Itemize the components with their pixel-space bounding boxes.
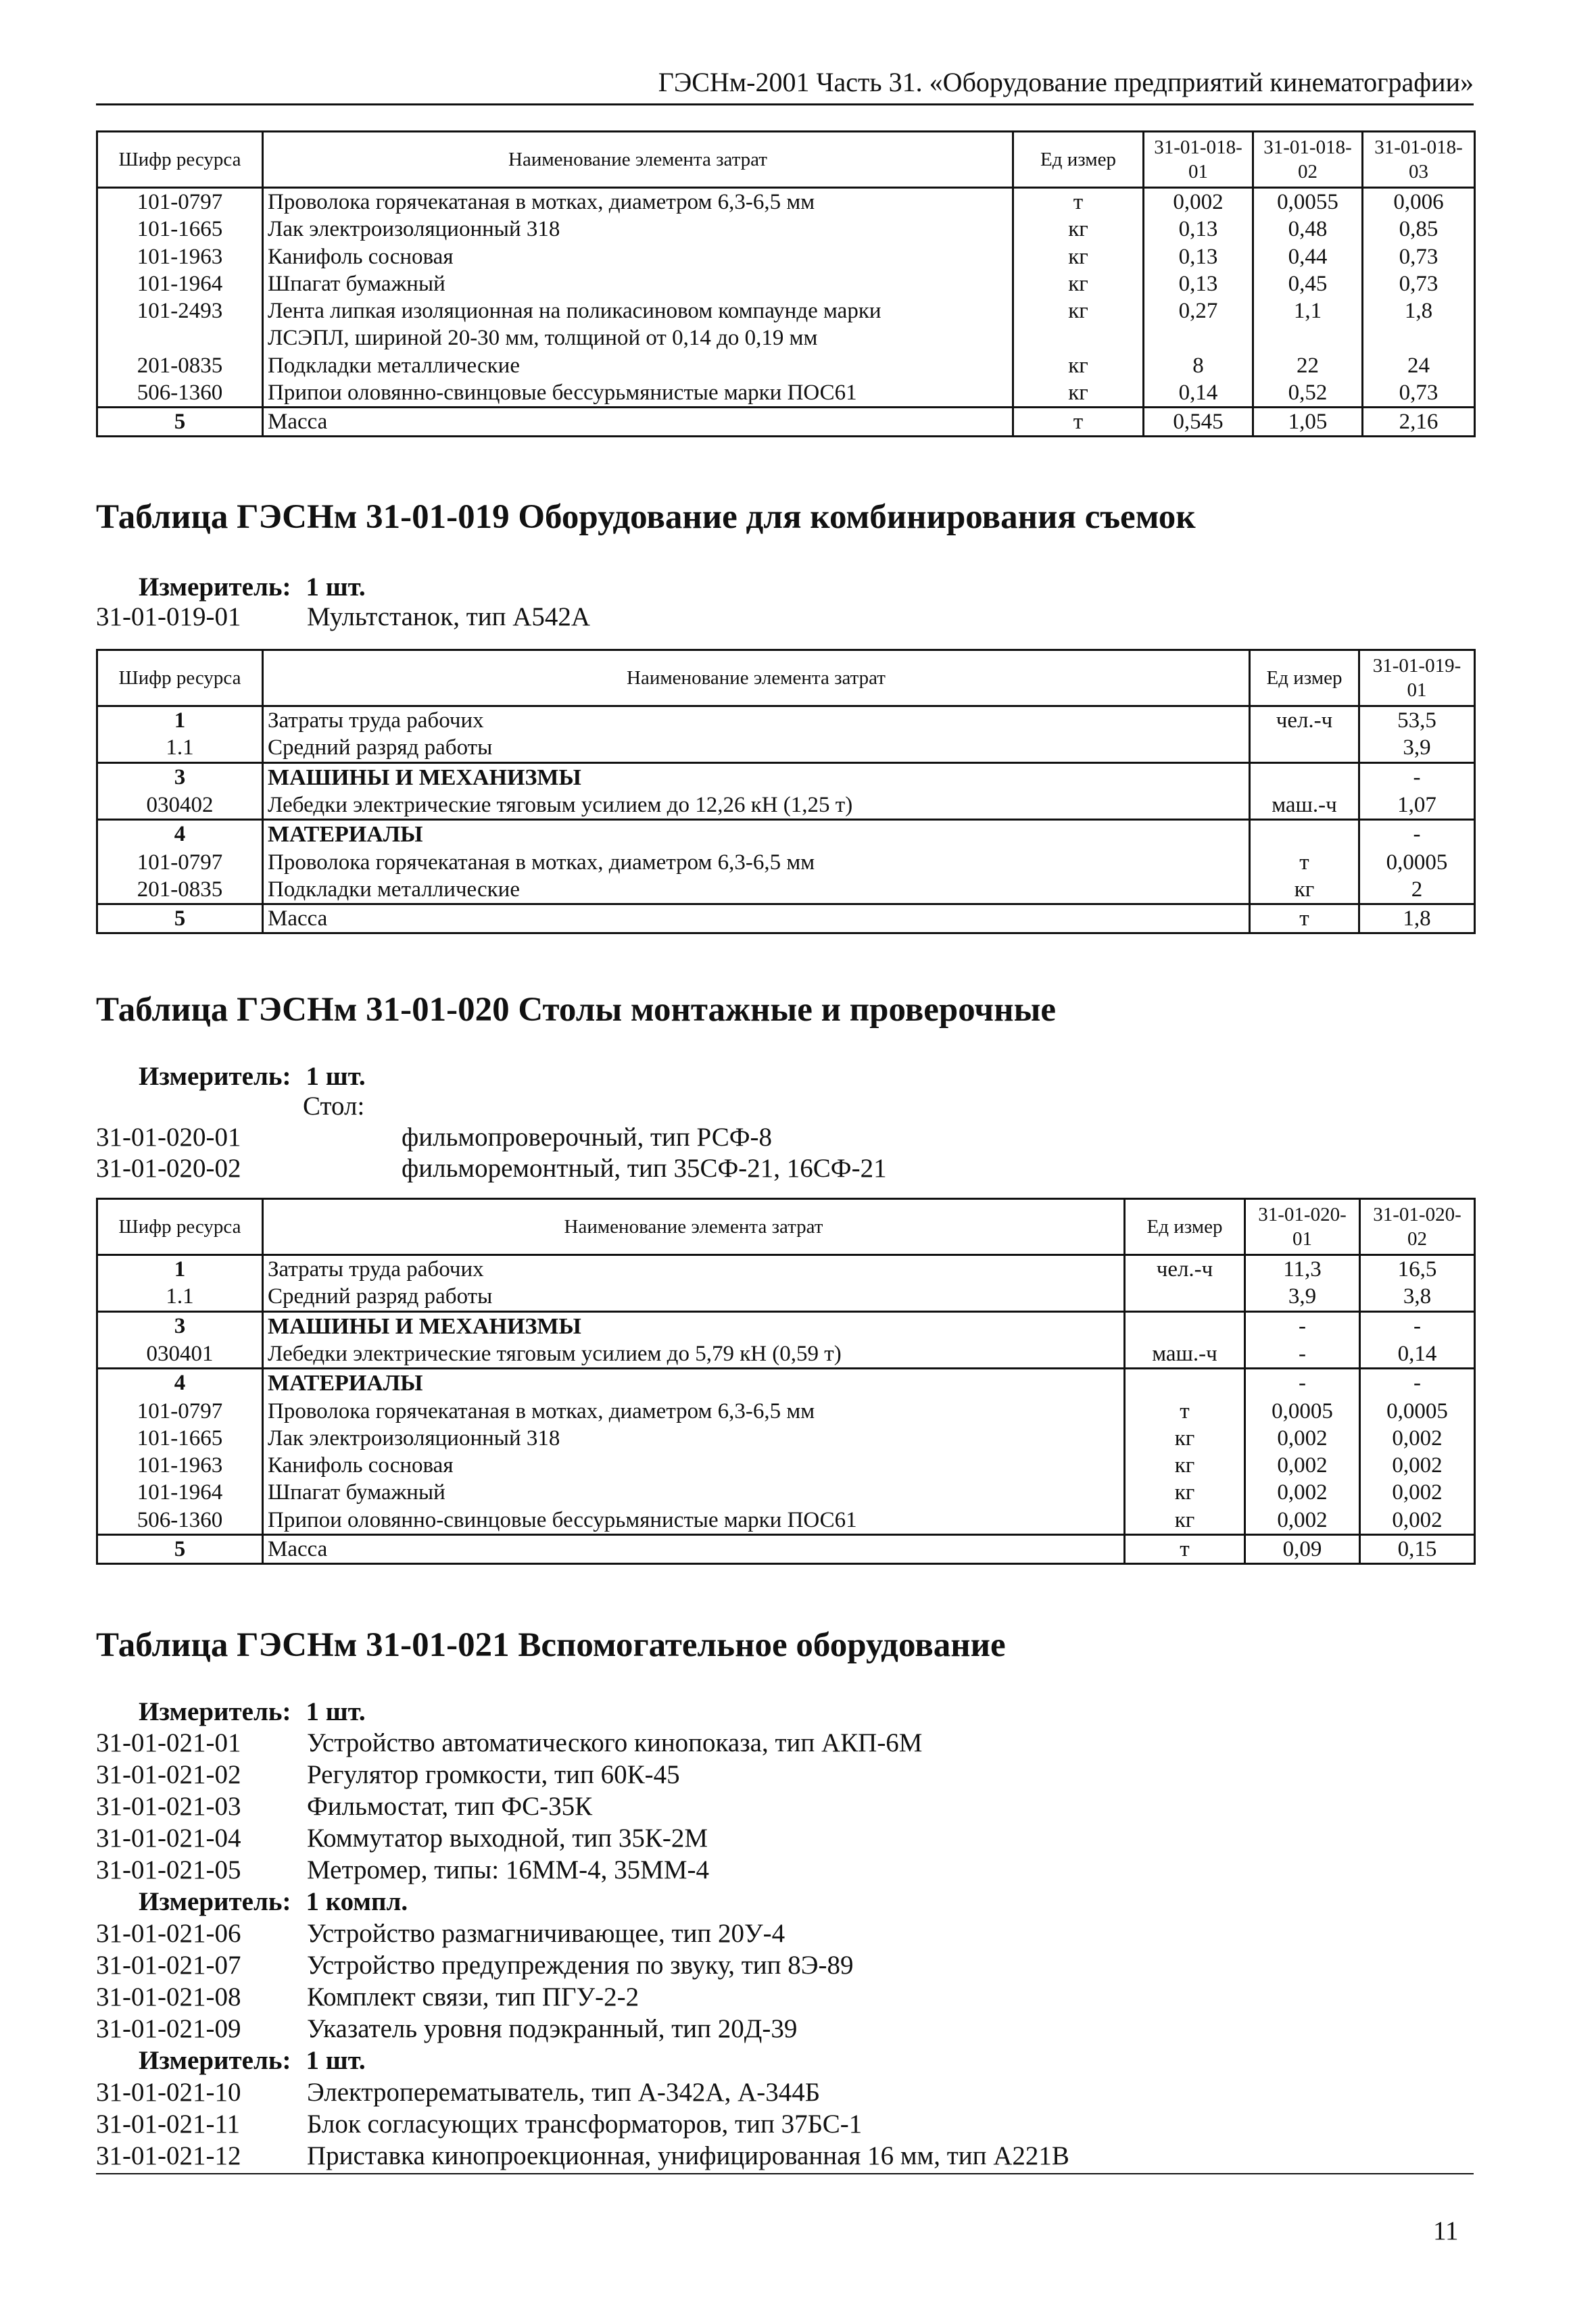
meter-021-c [139,2045,366,2076]
item-code: 31-01-021-03 [96,1792,241,1821]
table-row [97,1534,1475,1563]
row-unit: маш.-ч [1250,791,1359,820]
row-value-1: 0,27 [1144,297,1253,352]
item-desc: Комплект связи, тип ПГУ-2-2 [307,1982,639,2012]
table-019 [96,649,1476,934]
row-value-2: 0,45 [1253,270,1363,297]
row-code: 4 [97,820,263,849]
row-value-2: 0,002 [1360,1479,1475,1506]
row-unit: кг [1013,243,1144,270]
row-code: 5 [97,904,263,933]
item-code: 31-01-021-04 [96,1824,241,1853]
item-desc: Мультстанок, тип А542А [307,602,591,631]
item-code: 31-01-020-01 [96,1123,241,1152]
item-desc: Указатель уровня подэкранный, тип 20Д-39 [307,2014,798,2043]
row-value-1: 2 [1359,876,1475,904]
table-row [97,1425,1475,1452]
item-desc: Коммутатор выходной, тип 35К-2М [307,1824,708,1853]
table-row [97,1369,1475,1398]
row-name: Проволока горячекатаная в мотках, диаметром 6,3-6,5 мм [263,849,1250,876]
row-unit: т [1013,188,1144,216]
row-name: Средний разряд работы [263,734,1250,762]
row-unit: чел.-ч [1250,706,1359,735]
row-name: Затраты труда рабочих [263,1255,1125,1284]
row-value-1: 0,002 [1144,188,1253,216]
col-019-01: 31-01-019-01 [1359,650,1475,706]
item-desc: Блок согласующих трансформаторов, тип 37БС-1 [307,2110,863,2139]
item-desc: Фильмостат, тип ФС-35К [307,1792,593,1821]
section-title-019: Таблица ГЭСНм 31-01-019 Оборудование для комбинирования съемок [96,498,1196,536]
row-unit: кг [1013,270,1144,297]
row-value-1: 0,002 [1245,1507,1360,1535]
row-value-1: - [1359,762,1475,791]
col-name: Наименование элемента затрат [263,1199,1125,1255]
table-row [97,408,1475,437]
row-value-1: 0,545 [1144,408,1253,437]
meter-021-a [139,1697,366,1727]
meter-value: 1 шт. [306,572,366,602]
row-name: Масса [263,904,1250,933]
table-row [97,706,1475,735]
item-desc: Устройство размагничивающее, тип 20У-4 [307,1919,785,1948]
row-code: 4 [97,1369,263,1398]
row-unit: чел.-ч [1125,1255,1245,1284]
item-code: 31-01-019-01 [96,602,241,631]
col-020-01: 31-01-020-01 [1245,1199,1360,1255]
row-code: 101-0797 [97,849,263,876]
item-code: 31-01-021-08 [96,1982,241,2012]
meter-value: 1 шт. [306,1062,366,1091]
item-desc: Электроперематыватель, тип А-342А, А-344Б [307,2078,821,2107]
bottom-rule [96,2173,1474,2174]
table-row [97,1283,1475,1311]
item-desc: Устройство предупреждения по звуку, тип 8Э-89 [307,1951,854,1980]
row-value-1: 0,002 [1245,1479,1360,1506]
row-unit: кг [1250,876,1359,904]
row-value-2: 0,48 [1253,216,1363,243]
row-code: 506-1360 [97,379,263,408]
row-value-1: - [1245,1340,1360,1369]
row-code: 5 [97,1534,263,1563]
row-unit [1125,1311,1245,1340]
meter-label: Измеритель: [139,572,291,602]
row-value-2: 22 [1253,352,1363,379]
row-unit: кг [1125,1425,1245,1452]
row-unit: кг [1125,1507,1245,1535]
table-row [97,1479,1475,1506]
row-unit: кг [1013,216,1144,243]
row-name: Канифоль сосновая [263,243,1013,270]
row-value-2: 0,14 [1360,1340,1475,1369]
row-value-2: - [1360,1311,1475,1340]
row-name: Подкладки металлические [263,876,1250,904]
table-row [97,1311,1475,1340]
item-code: 31-01-021-11 [96,2110,241,2139]
meter-020 [139,1061,366,1092]
col-name: Наименование элемента затрат [263,650,1250,706]
table-row [97,1507,1475,1535]
item-desc: Регулятор громкости, тип 60К-45 [307,1760,680,1789]
row-unit [1250,734,1359,762]
row-value-1: 0,13 [1144,216,1253,243]
item-desc: Метромер, типы: 16ММ-4, 35ММ-4 [307,1855,709,1884]
col-018-01: 31-01-018-01 [1144,132,1253,188]
row-value-2: 0,44 [1253,243,1363,270]
col-code: Шифр ресурса [97,1199,263,1255]
table-row [97,820,1475,849]
row-value-1: 1,07 [1359,791,1475,820]
row-value-2: 1,1 [1253,297,1363,352]
row-unit: т [1013,408,1144,437]
row-code: 101-1964 [97,270,263,297]
item-code: 31-01-020-02 [96,1154,241,1183]
table-row [97,1255,1475,1284]
meter-value: 1 шт. [306,2046,366,2075]
row-value-2: 0,0005 [1360,1398,1475,1425]
row-value-1: 1,8 [1359,904,1475,933]
table-020 [96,1198,1476,1565]
row-value-2: 0,15 [1360,1534,1475,1563]
row-name: Канифоль сосновая [263,1452,1125,1479]
row-value-2: 1,05 [1253,408,1363,437]
col-018-02: 31-01-018-02 [1253,132,1363,188]
row-value-2: 0,002 [1360,1425,1475,1452]
item-subhead: Стол: [303,1092,365,1121]
row-code: 101-0797 [97,188,263,216]
row-name: Припои оловянно-свинцовые бессурьмянистые марки ПОС61 [263,379,1013,408]
table-row [97,849,1475,876]
row-code: 101-2493 [97,297,263,352]
col-code: Шифр ресурса [97,650,263,706]
row-unit: т [1250,849,1359,876]
item-code: 31-01-021-01 [96,1728,241,1757]
row-code: 1.1 [97,734,263,762]
row-name: Подкладки металлические [263,352,1013,379]
row-value-1: 0,13 [1144,270,1253,297]
row-value-1: 0,09 [1245,1534,1360,1563]
row-unit [1250,762,1359,791]
row-name: Лебедки электрические тяговым усилием до 12,26 кН (1,25 т) [263,791,1250,820]
item-code: 31-01-021-02 [96,1760,241,1789]
row-value-3: 1,8 [1363,297,1475,352]
row-name: Шпагат бумажный [263,1479,1125,1506]
row-unit: кг [1125,1452,1245,1479]
table-row [97,762,1475,791]
row-value-1: 0,0005 [1359,849,1475,876]
row-value-1: - [1245,1369,1360,1398]
row-value-1: 3,9 [1359,734,1475,762]
col-unit: Ед измер [1125,1199,1245,1255]
row-value-1: 8 [1144,352,1253,379]
row-code: 101-1964 [97,1479,263,1506]
row-value-3: 0,85 [1363,216,1475,243]
row-name: МАТЕРИАЛЫ [263,820,1250,849]
table-row [97,791,1475,820]
row-value-1: - [1359,820,1475,849]
row-value-2: 0,52 [1253,379,1363,408]
item-desc: фильмопроверочный, тип РСФ-8 [402,1123,772,1152]
row-value-2: 0,0055 [1253,188,1363,216]
row-name: Припои оловянно-свинцовые бессурьмянистые марки ПОС61 [263,1507,1125,1535]
row-value-1: 0,14 [1144,379,1253,408]
row-code: 201-0835 [97,876,263,904]
row-value-1: 0,13 [1144,243,1253,270]
row-name: МАТЕРИАЛЫ [263,1369,1125,1398]
item-code: 31-01-021-12 [96,2141,241,2170]
row-unit: кг [1013,297,1144,352]
row-name: Лак электроизоляционный 318 [263,1425,1125,1452]
row-unit: т [1250,904,1359,933]
item-code: 31-01-021-10 [96,2078,241,2107]
meter-019 [139,572,366,602]
row-unit [1250,820,1359,849]
row-name: Затраты труда рабочих [263,706,1250,735]
item-code: 31-01-021-09 [96,2014,241,2043]
row-code: 1.1 [97,1283,263,1311]
row-value-3: 2,16 [1363,408,1475,437]
row-unit [1125,1369,1245,1398]
row-code: 1 [97,706,263,735]
row-value-3: 24 [1363,352,1475,379]
table-row [97,1398,1475,1425]
row-name [263,297,1013,352]
col-name: Наименование элемента затрат [263,132,1013,188]
table-row [97,734,1475,762]
row-unit: кг [1013,352,1144,379]
row-code: 3 [97,1311,263,1340]
table-row [97,188,1475,216]
row-name: Лебедки электрические тяговым усилием до 5,79 кН (0,59 т) [263,1340,1125,1369]
row-name: МАШИНЫ И МЕХАНИЗМЫ [263,762,1250,791]
meter-label: Измеритель: [139,2046,291,2075]
row-code: 101-1963 [97,1452,263,1479]
table-row [97,379,1475,408]
section-title-020: Таблица ГЭСНм 31-01-020 Столы монтажные и проверочные [96,991,1057,1029]
row-name-line-1: Лента липкая изоляционная на поликасиновом компаунде марки [268,299,881,323]
row-code: 3 [97,762,263,791]
row-value-1: 0,002 [1245,1425,1360,1452]
col-unit: Ед измер [1250,650,1359,706]
row-value-3: 0,73 [1363,379,1475,408]
row-value-3: 0,73 [1363,243,1475,270]
table-row [97,352,1475,379]
running-header: ГЭСНм-2001 Часть 31. «Оборудование предприятий кинематографии» [96,66,1474,105]
row-unit: т [1125,1398,1245,1425]
col-020-02: 31-01-020-02 [1360,1199,1475,1255]
row-value-2: 0,002 [1360,1507,1475,1535]
row-unit: кг [1125,1479,1245,1506]
meter-label: Измеритель: [139,1887,291,1916]
row-name-line-2: ЛСЭПЛ, шириной 20-30 мм, толщиной от 0,14 до 0,19 мм [268,326,818,351]
row-value-2: 3,8 [1360,1283,1475,1311]
row-value-2: 16,5 [1360,1255,1475,1284]
row-code: 101-1963 [97,243,263,270]
row-code: 101-1665 [97,216,263,243]
row-name: Проволока горячекатаная в мотках, диаметром 6,3-6,5 мм [263,188,1013,216]
row-name: Лак электроизоляционный 318 [263,216,1013,243]
col-unit: Ед измер [1013,132,1144,188]
meter-label: Измеритель: [139,1062,291,1091]
section-title-021: Таблица ГЭСНм 31-01-021 Вспомогательное оборудование [96,1626,1006,1664]
row-value-3: 0,006 [1363,188,1475,216]
row-value-1: 3,9 [1245,1283,1360,1311]
row-value-1: - [1245,1311,1360,1340]
table-018 [96,130,1476,437]
row-value-1: 0,002 [1245,1452,1360,1479]
row-code: 1 [97,1255,263,1284]
meter-label: Измеритель: [139,1697,291,1726]
row-unit: т [1125,1534,1245,1563]
row-unit [1125,1283,1245,1311]
table-row [97,904,1475,933]
row-code: 5 [97,408,263,437]
row-value-2: 0,002 [1360,1452,1475,1479]
row-code: 101-0797 [97,1398,263,1425]
row-code: 506-1360 [97,1507,263,1535]
row-value-1: 53,5 [1359,706,1475,735]
row-code: 030402 [97,791,263,820]
row-value-2: - [1360,1369,1475,1398]
table-row [97,297,1475,352]
table-row [97,1452,1475,1479]
page-number: 11 [1433,2216,1459,2245]
row-name: Проволока горячекатаная в мотках, диаметром 6,3-6,5 мм [263,1398,1125,1425]
row-value-1: 0,0005 [1245,1398,1360,1425]
row-name: МАШИНЫ И МЕХАНИЗМЫ [263,1311,1125,1340]
table-row [97,876,1475,904]
row-code: 030401 [97,1340,263,1369]
item-desc: фильморемонтный, тип 35СФ-21, 16СФ-21 [402,1154,887,1183]
row-code: 101-1665 [97,1425,263,1452]
item-desc: Устройство автоматического кинопоказа, тип АКП-6М [307,1728,923,1757]
meter-value: 1 шт. [306,1697,366,1726]
item-code: 31-01-021-06 [96,1919,241,1948]
table-row [97,216,1475,243]
row-name: Масса [263,1534,1125,1563]
row-name: Масса [263,408,1013,437]
row-value-1: 11,3 [1245,1255,1360,1284]
table-row [97,1340,1475,1369]
col-018-03: 31-01-018-03 [1363,132,1475,188]
col-code: Шифр ресурса [97,132,263,188]
row-code: 201-0835 [97,352,263,379]
table-row [97,243,1475,270]
row-name: Средний разряд работы [263,1283,1125,1311]
row-unit: кг [1013,379,1144,408]
item-code: 31-01-021-07 [96,1951,241,1980]
meter-value: 1 компл. [306,1887,408,1916]
table-row [97,270,1475,297]
row-unit: маш.-ч [1125,1340,1245,1369]
row-value-3: 0,73 [1363,270,1475,297]
meter-021-b [139,1886,408,1917]
item-code: 31-01-021-05 [96,1855,241,1884]
row-name: Шпагат бумажный [263,270,1013,297]
item-desc: Приставка кинопроекционная, унифицированная 16 мм, тип А221В [307,2141,1069,2170]
